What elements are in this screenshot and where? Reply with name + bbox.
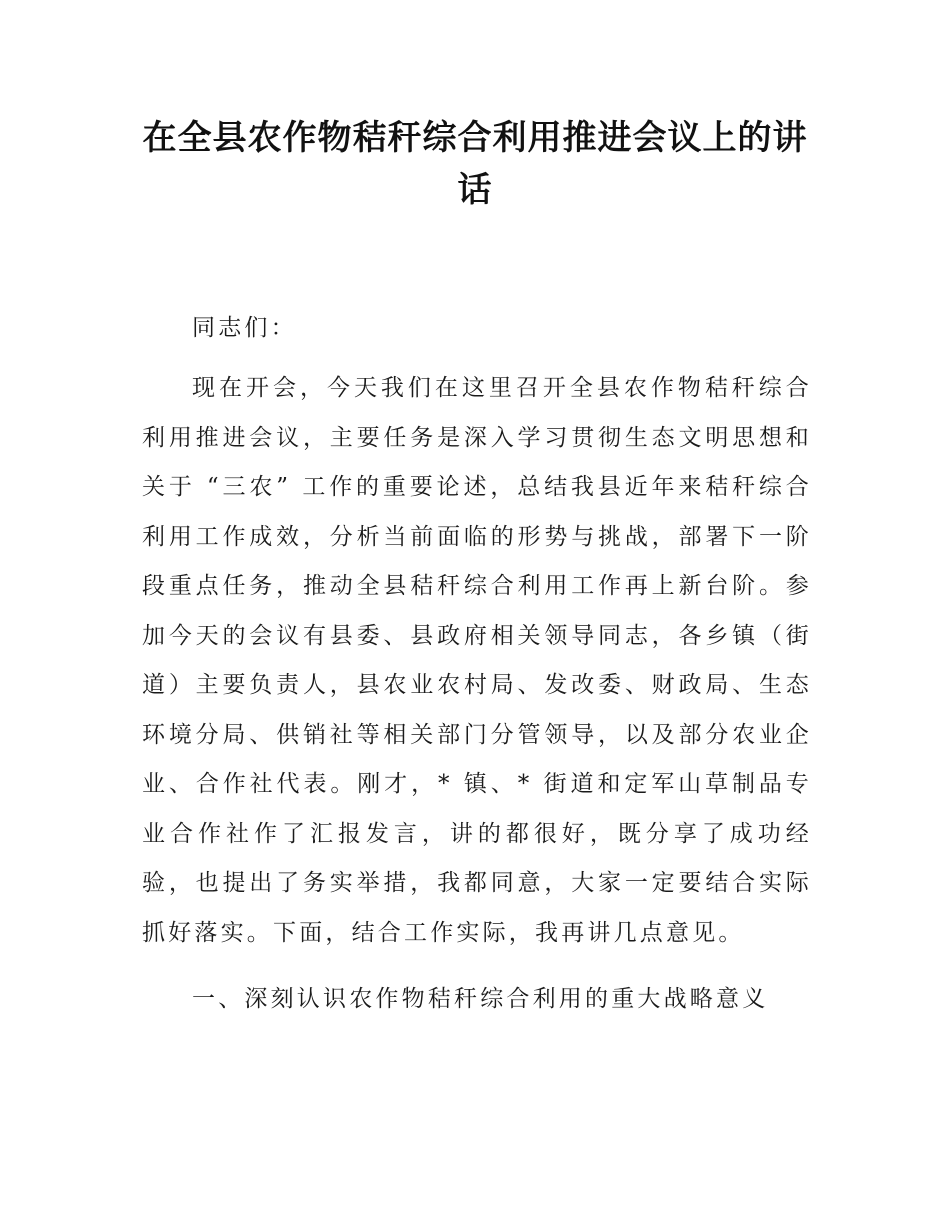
body-paragraph: 现在开会，今天我们在这里召开全县农作物秸秆综合利用推进会议，主要任务是深入学习贯彻生态文明思想和关于 “三农” 工作的重要论述，总结我县近年来秸秆综合利用工作成效，分析当前面临的形势与挑战，部署下一阶段重点任务，推动全县秸秆综合利用工作再上新台阶。参加今天的会议有县委、县政府相关领导同志，各乡镇（街道）主要负责人，县农业农村局、发改委、财政局、生态环境分局、供销社等相关部门分管领导，以及部分农业企业、合作社代表。刚才，* 镇、* 街道和定军山草制品专业合作社作了汇报发言，讲的都很好，既分享了成功经验，也提出了务实举措，我都同意，大家一定要结合实际抓好落实。下面，结合工作实际，我再讲几点意见。 [142, 375, 812, 946]
document-title: 在全县农作物秸秆综合利用推进会议上的讲话 [142, 118, 808, 210]
section-heading: 一、深刻认识农作物秸秆综合利用的重大战略意义 [192, 986, 769, 1012]
salutation: 同志们： [192, 315, 297, 341]
